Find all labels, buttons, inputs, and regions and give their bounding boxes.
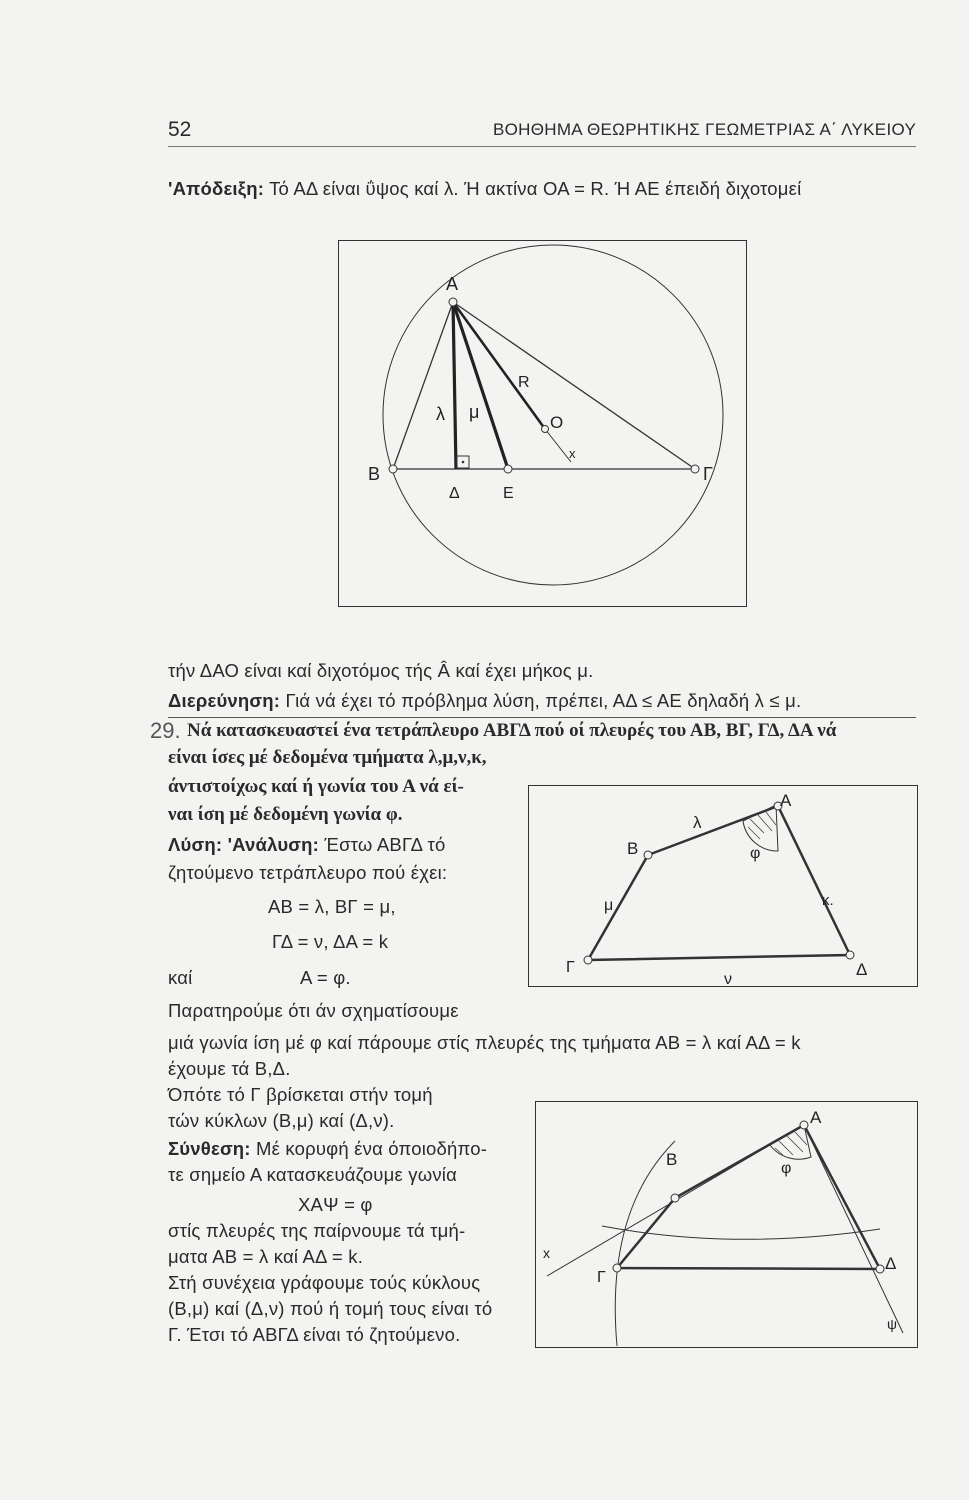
proof-text: Τό ΑΔ είναι ΰψος καί λ. Ή ακτίνα ΟΑ = R. Ή ΑΕ έπειδή διχοτομεί [269, 178, 802, 199]
altitude-ad [453, 302, 456, 469]
label-d: Δ [856, 960, 868, 979]
statement-line-4: ναι ίση μέ δεδομένη γωνία φ. [168, 804, 403, 825]
synthesis-line-3: στίς πλευρές της παίρνουμε τά τμή- [168, 1220, 466, 1241]
page-number: 52 [168, 118, 192, 141]
discussion-text: Γιά νά έχει τό πρόβλημα λύση, πρέπει, ΑΔ ≤ ΑΕ δηλαδή λ ≤ μ. [285, 690, 802, 711]
label-phi: φ [750, 845, 761, 862]
point-e [504, 465, 512, 473]
figure-3 [535, 1101, 917, 1347]
circle-b-arc [615, 1141, 678, 1346]
discussion-line [168, 690, 801, 712]
radius-ao [453, 302, 545, 429]
label-g: Γ [703, 464, 713, 484]
right-angle-dot [462, 461, 465, 464]
point-b [644, 851, 652, 859]
label-g: Γ [566, 959, 575, 976]
label-b: B [368, 464, 381, 484]
point-b [671, 1194, 679, 1202]
label-lambda: λ [693, 813, 702, 832]
label-r: R [518, 374, 530, 391]
label-a: A [780, 791, 792, 810]
section-rule [168, 717, 916, 718]
running-header: ΒΟΗΘΗΜΑ ΘΕΩΡΗΤΙΚΗΣ ΓΕΩΜΕΤΡΙΑΣ Α΄ ΛΥΚΕΙΟΥ [493, 120, 917, 139]
point-g [584, 956, 592, 964]
label-g: Γ [597, 1269, 606, 1286]
quadrilateral [588, 806, 850, 960]
label-o: O [550, 413, 564, 432]
synthesis-line-2: τε σημείο Α κατασκευάζουμε γωνία [168, 1164, 457, 1185]
point-b [389, 465, 397, 473]
label-d: Δ [885, 1254, 897, 1273]
ray-apsi [804, 1125, 903, 1333]
then-line-2: τών κύκλων (Β,μ) καί (Δ,ν). [168, 1110, 395, 1131]
label-e: E [503, 485, 514, 502]
label-a: A [446, 274, 459, 294]
synthesis-label: Σύνθεση: [168, 1138, 251, 1159]
analysis-text-1: Έστω ΑΒΓΔ τό [324, 834, 446, 855]
label-kappa: κ. [822, 892, 834, 909]
equation-1: ΑΒ = λ, ΒΓ = μ, [268, 896, 396, 917]
angle-a-hatch [775, 1132, 807, 1157]
point-d [846, 951, 854, 959]
label-mu: μ [469, 402, 480, 422]
point-o [542, 426, 549, 433]
observation-line-2: μιά γωνία ίση μέ φ καί πάρουμε στίς πλευρές της τμήματα ΑΒ = λ καί ΑΔ = k [168, 1032, 801, 1053]
label-lambda: λ [436, 404, 445, 424]
label-a: A [810, 1108, 822, 1127]
label-b: B [666, 1150, 678, 1169]
label-d: Δ [449, 485, 460, 502]
side-ab [393, 302, 453, 469]
exercise-number: 29. [150, 718, 181, 743]
point-d [876, 1265, 884, 1273]
point-g [691, 465, 699, 473]
analysis-label: 'Ανάλυση: [227, 834, 320, 855]
proof-line [168, 178, 801, 200]
label-psi: ψ [887, 1316, 897, 1332]
synthesis-equation: ΧΑΨ = φ [298, 1194, 373, 1215]
label-nu: ν [724, 971, 732, 986]
label-phi: φ [781, 1160, 792, 1177]
ray-ox [545, 429, 571, 462]
label-b: B [627, 839, 639, 858]
header-rule [168, 146, 916, 147]
solution-label: Λύση: [168, 834, 223, 855]
point-a [800, 1121, 808, 1129]
figure-1 [338, 240, 746, 606]
bisector-ae [453, 302, 508, 469]
analysis-text-2: ζητούμενο τετράπλευρο πού έχει: [168, 862, 448, 883]
statement-line-1: Νά κατασκευαστεί ένα τετράπλευρο ΑΒΓΔ πού οί πλευρές του ΑΒ, ΒΓ, ΓΔ, ΔΑ νά [187, 720, 837, 741]
statement-line-3: άντιστοίχως καί ή γωνία του Α νά εί- [168, 776, 464, 797]
synthesis-text-1: Μέ κορυφή ένα όποιοδήπο- [256, 1138, 488, 1159]
observation-line-1: Παρατηρούμε ότι άν σχηματίσουμε [168, 1000, 459, 1021]
synthesis-line-5: Στή συνέχεια γράφουμε τούς κύκλους [168, 1272, 481, 1293]
figure-2 [528, 785, 917, 986]
label-mu: μ [604, 897, 614, 914]
synthesis-line-7: Γ. Έτσι τό ΑΒΓΔ είναι τό ζητούμενο. [168, 1324, 461, 1345]
synthesis-line-6: (Β,μ) καί (Δ,ν) πού ή τομή τους είναι τό [168, 1298, 493, 1319]
point-a [449, 298, 457, 306]
label-x: x [569, 446, 576, 461]
kai-word: καί [168, 967, 193, 988]
equation-3: Α = φ. [300, 967, 351, 988]
proof-label: 'Απόδειξη: [168, 178, 265, 199]
label-x: x [543, 1245, 550, 1261]
solution-line [168, 834, 446, 856]
bisector-line: τήν ΔΑΟ είναι καί διχοτόμος τής Â καί έχει μήκος μ. [168, 660, 594, 681]
side-ag [453, 302, 695, 469]
synthesis-line-4: ματα ΑΒ = λ καί ΑΔ = k. [168, 1246, 364, 1267]
discussion-label: Διερεύνηση: [168, 690, 281, 711]
equation-2: ΓΔ = ν, ΔΑ = k [272, 931, 389, 952]
observation-line-3: έχουμε τά Β,Δ. [168, 1058, 291, 1079]
quadrilateral [617, 1125, 880, 1269]
then-line-1: Όπότε τό Γ βρίσκεται στήν τομή [168, 1084, 433, 1105]
statement-line-2: είναι ίσες μέ δεδομένα τμήματα λ,μ,ν,κ, [168, 747, 487, 768]
synthesis-line-1 [168, 1138, 487, 1160]
point-g [613, 1264, 621, 1272]
